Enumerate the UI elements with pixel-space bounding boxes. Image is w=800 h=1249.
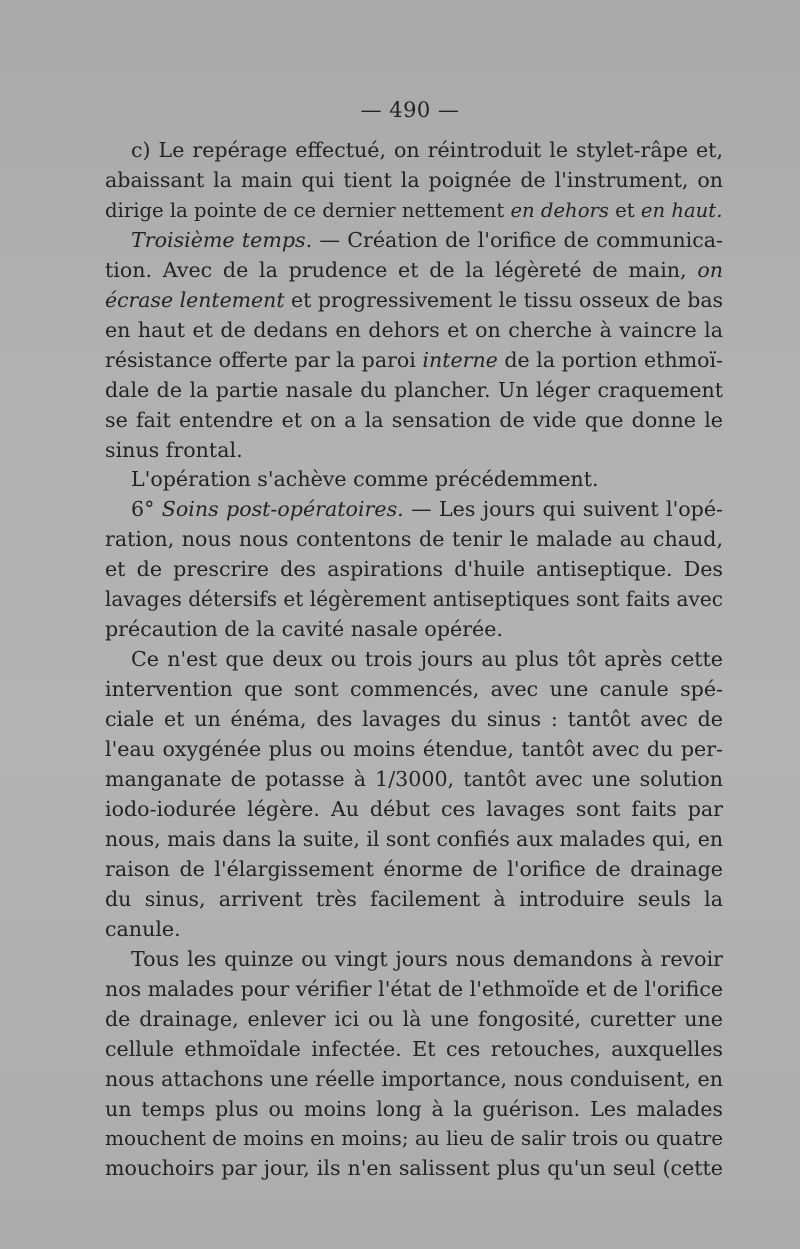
text-line <box>105 555 723 585</box>
text-run: nous attachons une réelle importance, nous conduisent, en <box>105 1066 723 1091</box>
text-run: dirige la pointe de ce dernier nettement <box>105 198 511 222</box>
text-run: ration, nous nous contentons de tenir le malade au chaud, <box>105 527 723 552</box>
text-line <box>105 825 723 855</box>
text-line <box>105 705 723 735</box>
italic-text: Troisième temps. <box>131 227 313 252</box>
text-line <box>105 256 723 286</box>
text-line <box>105 166 723 196</box>
text-line <box>105 465 723 495</box>
text-run: et de prescrire des aspirations d'huile antiseptique. Des <box>105 557 723 582</box>
text-run: iodo-iodurée légère. Au début ces lavages sont faits par <box>105 796 723 821</box>
text-run: Tous les quinze ou vingt jours nous demandons à revoir <box>131 946 723 971</box>
text-run: de la portion ethmoï- <box>497 347 723 372</box>
text-run: raison de l'élargissement énorme de l'orifice de drainage <box>105 856 723 881</box>
text-run: c) Le repérage effectué, on réintroduit le stylet-râpe et, <box>131 138 723 162</box>
text-run: — Les jours qui suivent l'opé- <box>403 497 723 522</box>
text-line <box>105 346 723 376</box>
text-line <box>105 735 723 765</box>
text-line <box>105 1035 723 1065</box>
text-run: abaissant la main qui tient la poignée de l'instrument, on <box>105 167 723 192</box>
page-number: — 490 — <box>360 98 460 122</box>
text-line <box>105 615 723 645</box>
text-line <box>105 376 723 406</box>
text-line <box>105 136 723 166</box>
text-line <box>105 1154 723 1184</box>
italic-text: interne <box>422 347 498 372</box>
text-run: nos malades pour vérifier l'état de l'ethmoïde et de l'orifice <box>105 976 723 1001</box>
text-run: sinus frontal. <box>105 437 243 462</box>
text-line <box>105 675 723 705</box>
text-line <box>105 945 723 975</box>
text-run: mouchent de moins en moins; au lieu de salir trois ou quatre <box>105 1126 724 1151</box>
text-line <box>105 795 723 825</box>
text-line <box>105 1124 723 1154</box>
text-line <box>105 1065 723 1095</box>
text-run: manganate de potasse à 1/3000, tantôt avec une solution <box>105 767 723 792</box>
text-line <box>105 765 723 795</box>
text-run: canule. <box>105 916 181 941</box>
text-run: L'opération s'achève comme précédemment. <box>131 467 599 492</box>
text-run: 6° <box>131 497 162 522</box>
italic-text: en dehors <box>510 198 609 222</box>
text-line <box>105 975 723 1005</box>
text-line <box>105 915 723 945</box>
text-run: Ce n'est que deux ou trois jours au plus tôt après cette <box>131 647 723 672</box>
text-line <box>105 1095 723 1125</box>
italic-text: écrase lentement <box>105 287 285 312</box>
text-line <box>105 585 723 615</box>
text-line <box>105 196 723 226</box>
text-run: dale de la partie nasale du plancher. Un léger craquement <box>105 377 723 402</box>
text-run: et <box>608 198 641 222</box>
text-run: en haut et de dedans en dehors et on cherche à vaincre la <box>105 317 723 342</box>
italic-text: Soins post-opératoires. <box>161 497 404 522</box>
italic-text: en haut. <box>640 198 723 222</box>
text-run: se fait entendre et on a la sensation de vide que donne le <box>105 407 723 432</box>
text-run: du sinus, arrivent très facilement à introduire seuls la <box>105 886 723 911</box>
text-run: — Création de l'orifice de communica- <box>312 227 723 252</box>
text-line <box>105 436 723 466</box>
text-run: ciale et un énéma, des lavages du sinus : tantôt avec de <box>105 707 723 732</box>
text-run: intervention que sont commencés, avec une canule spé- <box>105 677 723 702</box>
italic-text: on <box>697 257 723 282</box>
text-run: de drainage, enlever ici ou là une fongosité, curetter une <box>105 1006 723 1031</box>
text-run: mouchoirs par jour, ils n'en salissent plus qu'un seul (cette <box>105 1156 723 1181</box>
text-run: lavages détersifs et légèrement antiseptiques sont faits avec <box>105 587 723 612</box>
text-line <box>105 226 723 256</box>
text-run: et progressivement le tissu osseux de bas <box>284 287 723 312</box>
text-run: nous, mais dans la suite, il sont confiés aux malades qui, en <box>105 826 724 851</box>
text-line <box>105 885 723 915</box>
text-run: résistance offerte par la paroi <box>105 347 423 372</box>
text-line <box>105 406 723 436</box>
text-line <box>105 495 723 525</box>
text-line <box>105 1005 723 1035</box>
body-text <box>105 136 723 1184</box>
text-run: précaution de la cavité nasale opérée. <box>105 617 503 642</box>
text-line <box>105 316 723 346</box>
text-run: un temps plus ou moins long à la guérison. Les malades <box>105 1096 723 1121</box>
text-line <box>105 645 723 675</box>
text-run: l'eau oxygénée plus ou moins étendue, tantôt avec du per- <box>105 737 723 762</box>
text-run: cellule ethmoïdale infectée. Et ces retouches, auxquelles <box>105 1036 723 1061</box>
text-line <box>105 525 723 555</box>
text-run: tion. Avec de la prudence et de la légèreté de main, <box>105 257 698 282</box>
text-line <box>105 286 723 316</box>
text-line <box>105 855 723 885</box>
